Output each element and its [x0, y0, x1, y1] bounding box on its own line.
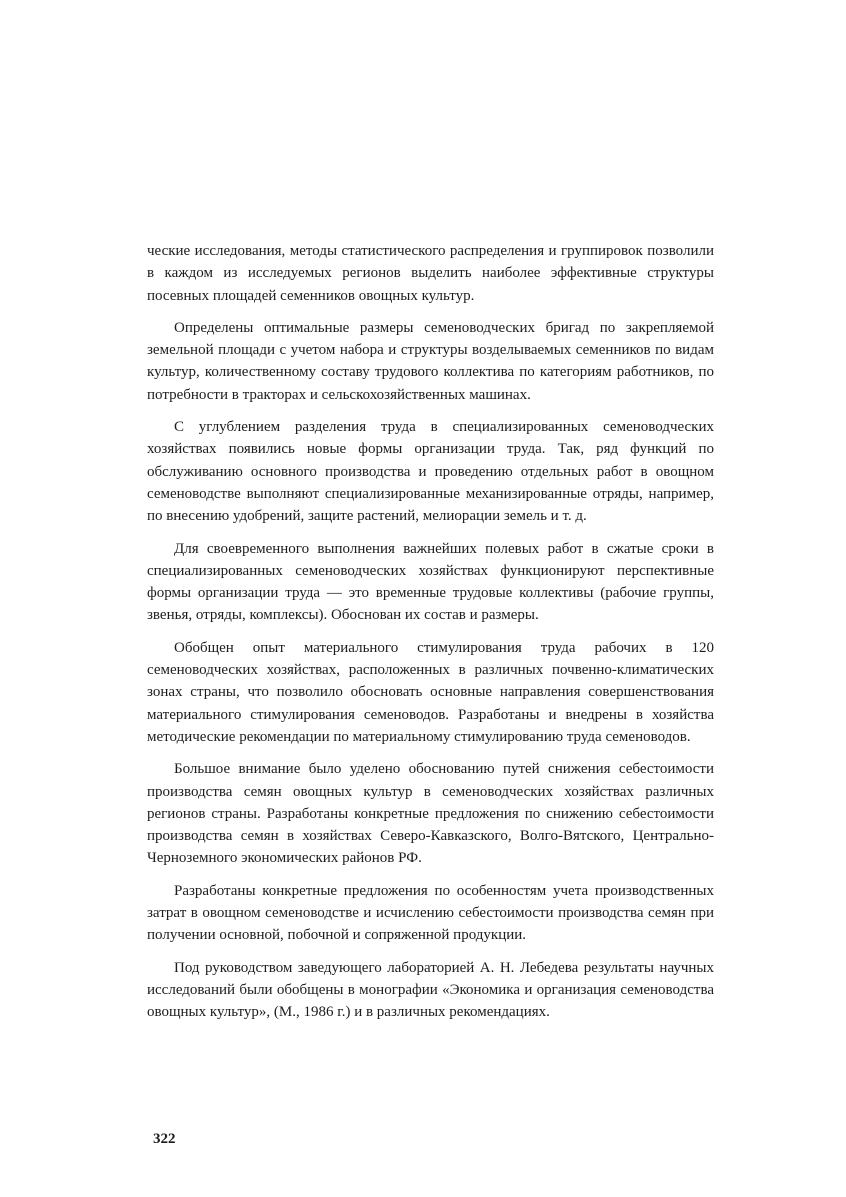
- page-number: 322: [153, 1131, 176, 1147]
- paragraph-7: Разработаны конкретные предложения по особенностям учета производственных затрат в овощном семеноводстве и исчислению себестоимости производства семян при получении основной, побочной и сопряженной продукции.: [147, 882, 714, 944]
- paragraph-2: Определены оптимальные размеры семеноводческих бригад по закрепляемой земельной площади с учетом набора и структуры возделываемых семенников по видам культур, количественному составу трудового коллектива по категориям работников, по потребности в тракторах и сельскохозяйственных машинах.: [147, 319, 714, 403]
- paragraph-5: Обобщен опыт материального стимулирования труда рабочих в 120 семеноводческих хозяйствах, расположенных в различных почвенно-климатических зонах страны, что позволило обосновать основные направления совершенствования материального стимулирования семеноводов. Разработаны и внедрены в хозяйства методические рекомендации по материальному стимулированию труда семеноводов.: [147, 639, 714, 745]
- paragraph-8: Под руководством заведующего лабораторией А. Н. Лебедева результаты научных исследований были обобщены в монографии «Экономика и организация семеноводства овощных культур», (М., 1986 г.) и в различных рекомендациях.: [147, 959, 714, 1021]
- paragraph-4: Для своевременного выполнения важнейших полевых работ в сжатые сроки в специализированных семеноводческих хозяйствах функционируют перспективные формы организации труда — это временные трудовые коллективы (рабочие группы, звенья, отряды, комплексы). Обоснован их состав и размеры.: [147, 540, 714, 624]
- paragraph-1: ческие исследования, методы статистического распределения и группировок позволили в каждом из исследуемых регионов выделить наиболее эффективные структуры посевных площадей семенников овощных культур.: [147, 243, 714, 304]
- paragraph-6: Большое внимание было уделено обоснованию путей снижения себестоимости производства семян овощных культур в семеноводческих хозяйствах различных регионов страны. Разработаны конкретные предложения по снижению себестоимости производства семян в хозяйствах Северо-Кавказского, Волго-Вятского, Центрально-Черноземного экономических районов РФ.: [147, 761, 714, 867]
- body-text: [147, 240, 714, 1034]
- paragraph-3: С углублением разделения труда в специализированных семеноводческих хозяйствах появились новые формы организации труда. Так, ряд функций по обслуживанию основного производства и проведению отдельных работ в овощном семеноводстве выполняют специализированные механизированные отряды, например, по внесению удобрений, защите растений, мелиорации земель и т. д.: [147, 419, 714, 525]
